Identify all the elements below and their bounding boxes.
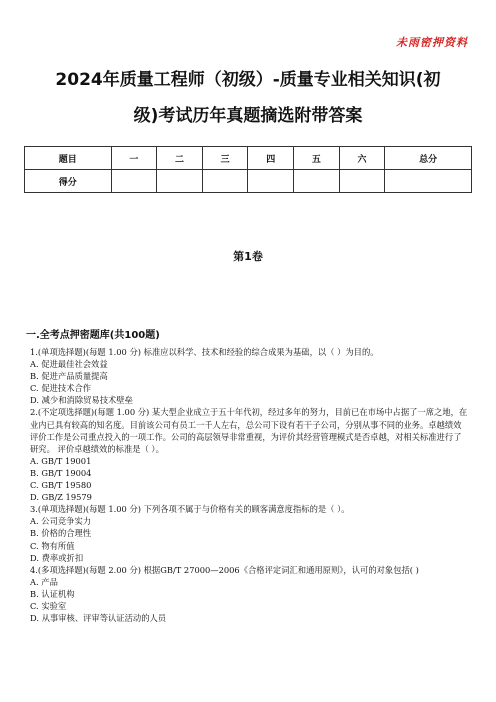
option-a: A. 促进最佳社会效益 xyxy=(30,359,108,370)
score-header-cell: 总分 xyxy=(385,147,472,170)
option-a: A. 产品 xyxy=(30,576,58,587)
option-c: C. 促进技术合作 xyxy=(30,383,92,394)
score-header-cell: 五 xyxy=(294,147,340,170)
score-table-header-row xyxy=(25,147,472,170)
question-2 xyxy=(30,406,468,503)
title-line-2: 级)考试历年真题摘选附带答案 xyxy=(133,106,363,126)
score-table xyxy=(24,146,472,193)
option-d: D. 费率或折扣 xyxy=(30,552,84,563)
score-table-score-row xyxy=(25,170,472,193)
option-b: B. 认证机构 xyxy=(30,588,75,599)
option-b: B. 价格的合理性 xyxy=(30,528,92,539)
brand-watermark: 未雨密押资料 xyxy=(396,36,468,49)
score-header-cell: 四 xyxy=(248,147,294,170)
question-4 xyxy=(30,564,468,624)
question-1 xyxy=(30,346,468,406)
option-a: A. GB/T 19001 xyxy=(30,455,92,466)
volume-heading: 第1卷 xyxy=(233,250,263,263)
option-d: D. 从事审核、评审等认证活动的人员 xyxy=(30,613,167,624)
score-header-cell: 六 xyxy=(339,147,385,170)
question-3 xyxy=(30,503,468,563)
option-c: C. 物有所值 xyxy=(30,540,75,551)
score-row-label: 得分 xyxy=(25,170,112,193)
option-d: D. 减少和消除贸易技术壁垒 xyxy=(30,395,133,406)
option-d: D. GB/Z 19579 xyxy=(30,492,92,503)
score-cell xyxy=(385,170,472,193)
score-header-cell: 二 xyxy=(157,147,203,170)
question-list xyxy=(30,346,468,624)
score-header-cell: 三 xyxy=(202,147,248,170)
document-title xyxy=(24,62,472,134)
option-c: C. 实验室 xyxy=(30,600,67,611)
option-a: A. 公司竞争实力 xyxy=(30,516,92,527)
score-cell xyxy=(157,170,203,193)
question-stem: 2.(不定项选择题)(每题 1.00 分) 某大型企业成立于五十年代初，经过多年的努力，目前已在市场中占据了一席之地，在业内已具有较高的知名度。目前该公司有员工一千人左右，总公司下设有若干子公司，分别从事不同的业务。卓越绩效评价工作是公司重点投入的一项工作。公司的高层领导非常重视，为评价其经营管理模式是否卓越，对相关标准进行了研究。 评价卓越绩效的标准是（ ）。 xyxy=(30,407,468,454)
score-cell xyxy=(339,170,385,193)
title-line-1: 2024年质量工程师（初级）-质量专业相关知识(初 xyxy=(55,70,441,90)
option-b: B. 促进产品质量提高 xyxy=(30,371,108,382)
score-cell xyxy=(294,170,340,193)
question-stem: 3.(单项选择题)(每题 1.00 分) 下列各项不属于与价格有关的顾客满意度指标的是（ ）。 xyxy=(30,504,350,515)
option-c: C. GB/T 19580 xyxy=(30,480,92,491)
score-header-cell: 题目 xyxy=(25,147,112,170)
score-cell xyxy=(248,170,294,193)
section-heading: 一.全考点押密题库(共100题) xyxy=(26,330,160,341)
score-cell xyxy=(202,170,248,193)
score-cell xyxy=(111,170,157,193)
score-header-cell: 一 xyxy=(111,147,157,170)
question-stem: 1.(单项选择题)(每题 1.00 分) 标准应以科学、技术和经验的综合成果为基础，以（ ）为目的。 xyxy=(30,347,379,357)
option-b: B. GB/T 19004 xyxy=(30,467,92,478)
question-stem: 4.(多项选择题)(每题 2.00 分) 根据GB/T 27000—2006《合格评定词汇和通用原则》，认可的对象包括( ) xyxy=(30,564,419,575)
